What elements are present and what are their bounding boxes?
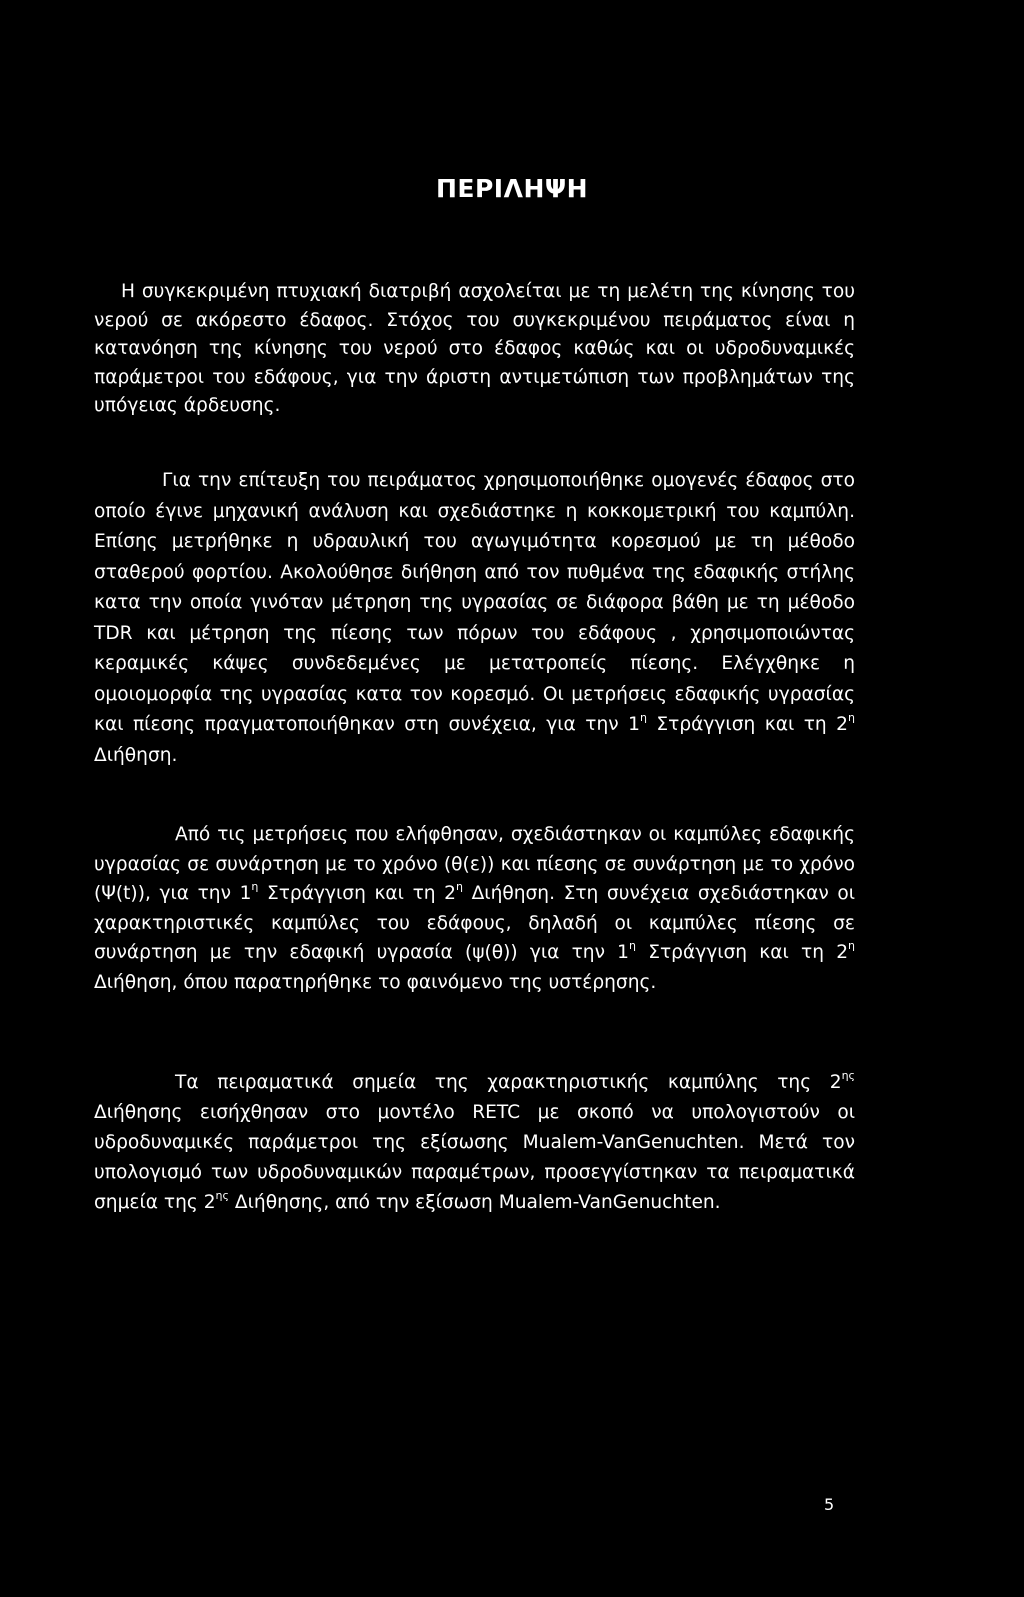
text-run: Διήθηση, όπου παρατηρήθηκε το φαινόμενο της υστέρησης. (94, 971, 657, 993)
paragraph-text (94, 820, 855, 997)
page-title: ΠΕΡΙΛΗΨΗ (435, 174, 589, 203)
page-number: 5 (824, 1495, 835, 1514)
text-run: Από τις μετρήσεις που ελήφθησαν, σχεδιάστηκαν οι καμπύλες εδαφικής υγρασίας σε συνάρτηση με το χρόνο (θ(ε)) και πίεσης σε συνάρτηση με το χρόνο (Ψ(t)), για την 1 (94, 824, 855, 904)
text-run: Διήθηση. Στη συνέχεια σχεδιάστηκαν οι χαρακτηριστικές καμπύλες του εδάφους, δηλαδή οι καμπύλες πίεσης σε συνάρτηση με την εδαφική υγρασία (ψ(θ)) για την 1 (94, 883, 855, 963)
text-run: Στράγγιση και τη 2 (636, 942, 849, 963)
ordinal-superscript: ης (841, 1069, 855, 1082)
abstract-paragraph-1 (94, 278, 855, 421)
text-run: Για την επίτευξη του πειράματος χρησιμοποιήθηκε ομογενές έδαφος στο οποίο έγινε μηχανική ανάλυση και σχεδιάστηκε η κοκκομετρική του καμπύλη. Επίσης μετρήθηκε η υδραυλική του αγωγιμότητα κορεσμού με τη μέθοδο σταθερού φορτίου. Ακολούθησε διήθηση από τον πυθμένα της εδαφικής στήλης κατα την οποία γινόταν μέτρηση της υγρασίας σε διάφορα βάθη με τη μέθοδο TDR και μέτρηση της πίεσης των πόρων του εδάφους , χρησιμοποιώντας κεραμικές κάψες συνδεδεμένες με μετατροπείς πίεσης. Ελέγχθηκε η ομοιομορφία της υγρασίας κατα τον κορεσμό. Οι μετρήσεις εδαφικής υγρασίας και πίεσης πραγματοποιήθηκαν στη συνέχεια, για την 1 (94, 470, 855, 735)
abstract-paragraph-3 (94, 820, 855, 997)
ordinal-superscript: η (848, 711, 856, 724)
text-run: Στράγγιση και τη 2 (258, 883, 456, 904)
text-run: Διήθησης, από την εξίσωση Mualem-VanGenuchten. (228, 1192, 721, 1213)
ordinal-superscript: ης (215, 1189, 229, 1202)
ordinal-superscript: η (455, 880, 463, 893)
ordinal-superscript: η (848, 939, 856, 952)
paragraph-text: Η συγκεκριμένη πτυχιακή διατριβή ασχολείται με τη μελέτη της κίνησης του νερού σε ακόρεστο έδαφος. Στόχος του συγκεκριμένου πειράματος είναι η κατανόηση της κίνησης του νερού στο έδαφος καθώς και οι υδροδυναμικές παράμετροι του εδάφους, για την άριστη αντιμετώπιση των προβλημάτων της υπόγειας άρδευσης. (94, 281, 855, 416)
abstract-paragraph-2 (94, 466, 855, 771)
text-run: Διήθηση. (94, 744, 178, 766)
paragraph-text (94, 1068, 855, 1218)
abstract-paragraph-4 (94, 1068, 855, 1218)
ordinal-superscript: η (639, 711, 647, 724)
text-run: Στράγγιση και τη 2 (646, 714, 849, 735)
text-run: Τα πειραματικά σημεία της χαρακτηριστικής καμπύλης της 2 (175, 1072, 842, 1093)
ordinal-superscript: η (629, 939, 636, 952)
text-run: Διήθησης εισήχθησαν στο μοντέλο RETC με σκοπό να υπολογιστούν οι υδροδυναμικές παράμετροι της εξίσωσης Mualem-VanGenuchten. Μετά τον υπολογισμό των υδροδυναμικών παραμέτρων, προσεγγίστηκαν τα πειραματικά σημεία της 2 (94, 1102, 855, 1213)
paragraph-text (94, 466, 855, 771)
ordinal-superscript: η (251, 880, 259, 893)
